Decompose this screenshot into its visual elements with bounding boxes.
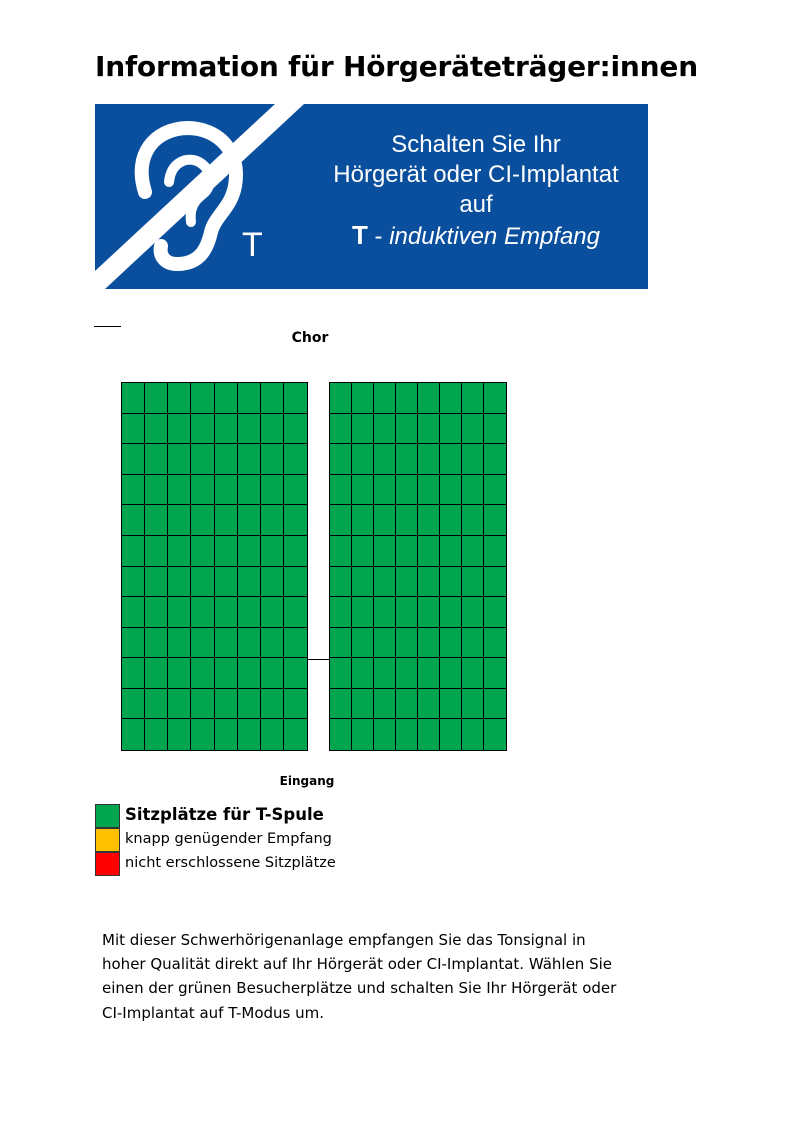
seat	[484, 475, 506, 506]
seat	[191, 597, 214, 628]
seat	[191, 414, 214, 445]
seat	[145, 414, 168, 445]
seat	[330, 505, 352, 536]
seat	[145, 475, 168, 506]
seat	[440, 444, 462, 475]
seat	[145, 719, 168, 750]
seat	[374, 567, 396, 598]
seat	[462, 567, 484, 598]
seat	[191, 719, 214, 750]
seat	[284, 597, 307, 628]
legend-label: nicht erschlossene Sitzplätze	[125, 855, 336, 871]
seat	[440, 567, 462, 598]
seat	[418, 719, 440, 750]
seat	[462, 536, 484, 567]
seat	[168, 628, 191, 659]
seat	[396, 444, 418, 475]
seat	[484, 689, 506, 720]
seat	[352, 414, 374, 445]
seat	[330, 719, 352, 750]
seat	[440, 597, 462, 628]
seat	[484, 536, 506, 567]
page-title: Information für Hörgeräteträger:innen	[95, 50, 698, 83]
seat	[484, 414, 506, 445]
seat	[145, 567, 168, 598]
seat	[261, 689, 284, 720]
seat	[352, 444, 374, 475]
banner-line-1: Schalten Sie Ihr	[391, 131, 561, 158]
seat	[191, 628, 214, 659]
seat	[440, 475, 462, 506]
seat	[122, 719, 145, 750]
seat	[484, 444, 506, 475]
seat	[462, 383, 484, 414]
seat	[484, 567, 506, 598]
seat	[352, 475, 374, 506]
seat	[330, 567, 352, 598]
seat	[352, 689, 374, 720]
seat	[191, 383, 214, 414]
seat	[238, 628, 261, 659]
seat	[191, 536, 214, 567]
seat	[284, 505, 307, 536]
legend-swatch-yellow	[95, 828, 120, 852]
seat	[122, 536, 145, 567]
seat	[168, 536, 191, 567]
seat	[215, 475, 238, 506]
seat	[418, 536, 440, 567]
seat	[374, 719, 396, 750]
seat	[215, 505, 238, 536]
seat	[374, 505, 396, 536]
seat	[462, 719, 484, 750]
seat	[418, 567, 440, 598]
seat	[284, 475, 307, 506]
seating-block-right	[329, 382, 507, 751]
seat	[418, 597, 440, 628]
banner-line-4	[315, 220, 637, 252]
seat	[168, 597, 191, 628]
seat	[238, 719, 261, 750]
entrance-label: Eingang	[279, 774, 335, 788]
seat	[145, 505, 168, 536]
seat	[238, 505, 261, 536]
seat	[418, 689, 440, 720]
seat	[145, 536, 168, 567]
seat	[284, 719, 307, 750]
seat	[238, 567, 261, 598]
seat	[122, 658, 145, 689]
seat	[168, 414, 191, 445]
seat	[440, 719, 462, 750]
seat	[418, 383, 440, 414]
seat	[261, 414, 284, 445]
seat	[484, 719, 506, 750]
seat	[191, 658, 214, 689]
seat	[374, 628, 396, 659]
seat	[396, 536, 418, 567]
banner-italic-text: induktiven Empfang	[389, 223, 600, 250]
seat	[330, 444, 352, 475]
aisle-divider	[307, 659, 329, 660]
seat	[396, 567, 418, 598]
seat	[374, 536, 396, 567]
seat	[374, 689, 396, 720]
seat	[168, 567, 191, 598]
seat	[484, 597, 506, 628]
seat	[352, 505, 374, 536]
seat	[261, 536, 284, 567]
seat	[284, 383, 307, 414]
seat	[122, 567, 145, 598]
seat	[122, 628, 145, 659]
seat	[396, 689, 418, 720]
seat	[330, 628, 352, 659]
seat	[330, 597, 352, 628]
seat	[440, 628, 462, 659]
seat	[215, 383, 238, 414]
seat	[352, 628, 374, 659]
seat	[238, 444, 261, 475]
seat	[238, 475, 261, 506]
seat	[191, 505, 214, 536]
seat	[396, 658, 418, 689]
banner-line-3: auf	[459, 191, 493, 218]
seat	[238, 689, 261, 720]
seat	[238, 597, 261, 628]
seat	[122, 597, 145, 628]
seat	[462, 414, 484, 445]
legend-label: Sitzplätze für T-Spule	[125, 805, 324, 824]
seat	[168, 719, 191, 750]
seat	[215, 719, 238, 750]
seat	[284, 567, 307, 598]
seat	[330, 689, 352, 720]
seat	[238, 414, 261, 445]
seat	[462, 597, 484, 628]
seat	[168, 505, 191, 536]
seat	[122, 414, 145, 445]
seat	[215, 689, 238, 720]
seat	[215, 658, 238, 689]
seat	[122, 444, 145, 475]
banner-dash: -	[367, 223, 390, 250]
seat	[418, 475, 440, 506]
seat	[238, 536, 261, 567]
seat	[352, 536, 374, 567]
seat	[352, 719, 374, 750]
seat	[374, 383, 396, 414]
seat	[374, 475, 396, 506]
seat	[261, 719, 284, 750]
seat	[396, 383, 418, 414]
seat	[462, 658, 484, 689]
seat	[352, 597, 374, 628]
seat	[122, 689, 145, 720]
seat	[374, 444, 396, 475]
seat	[440, 505, 462, 536]
seat	[261, 628, 284, 659]
seat	[261, 475, 284, 506]
seat	[284, 444, 307, 475]
seat	[484, 383, 506, 414]
seat	[145, 658, 168, 689]
seat	[191, 444, 214, 475]
seat	[215, 414, 238, 445]
seat	[261, 505, 284, 536]
seat	[215, 628, 238, 659]
seat	[396, 475, 418, 506]
seat	[261, 597, 284, 628]
legend-label: knapp genügender Empfang	[125, 831, 332, 847]
seat	[284, 658, 307, 689]
seat	[418, 444, 440, 475]
seat	[215, 567, 238, 598]
seat	[484, 658, 506, 689]
seat	[440, 658, 462, 689]
seat	[261, 658, 284, 689]
legend-swatch-red	[95, 852, 120, 876]
seat	[330, 414, 352, 445]
seat	[284, 536, 307, 567]
seat	[168, 383, 191, 414]
seat	[374, 658, 396, 689]
choir-label: Chor	[291, 330, 329, 346]
seat	[352, 567, 374, 598]
seat	[440, 383, 462, 414]
seat	[418, 505, 440, 536]
seat	[440, 536, 462, 567]
seat	[261, 567, 284, 598]
seat	[145, 383, 168, 414]
seat	[330, 383, 352, 414]
seat	[261, 444, 284, 475]
banner-line-2: Hörgerät oder CI-Implantat	[333, 161, 619, 188]
seat	[462, 628, 484, 659]
seat	[261, 383, 284, 414]
description-text: Mit dieser Schwerhörigenanlage empfangen Sie das Tonsignal in hoher Qualität direkt auf Ihr Hörgerät oder CI-Implantat. Wählen Sie einen der grünen Besucherplätze und schalten Sie Ihr Hörgerät oder CI-Implantat auf T-Modus um.	[102, 931, 617, 1022]
seat	[462, 689, 484, 720]
ear-symbol-letter: T	[242, 226, 263, 264]
seat	[484, 505, 506, 536]
seat	[374, 414, 396, 445]
seat	[168, 444, 191, 475]
seat	[396, 628, 418, 659]
seat	[215, 597, 238, 628]
seat	[330, 658, 352, 689]
seat	[145, 444, 168, 475]
seat	[168, 658, 191, 689]
seat	[145, 689, 168, 720]
banner-t-letter: T	[351, 220, 368, 250]
seat	[238, 658, 261, 689]
seat	[440, 414, 462, 445]
seat	[238, 383, 261, 414]
seat	[462, 444, 484, 475]
seat	[215, 536, 238, 567]
seat	[462, 505, 484, 536]
banner-message	[315, 130, 637, 252]
seat	[352, 658, 374, 689]
seat	[215, 444, 238, 475]
seat	[122, 383, 145, 414]
seat	[330, 536, 352, 567]
seat	[396, 719, 418, 750]
seat	[396, 414, 418, 445]
seat	[440, 689, 462, 720]
seat	[418, 658, 440, 689]
seat	[145, 628, 168, 659]
seat	[330, 475, 352, 506]
seat	[284, 414, 307, 445]
legend-swatch-green	[95, 804, 120, 828]
seating-block-left	[121, 382, 308, 751]
seat	[396, 505, 418, 536]
seat	[374, 597, 396, 628]
seat	[168, 475, 191, 506]
seat	[418, 628, 440, 659]
seat	[284, 628, 307, 659]
seat	[396, 597, 418, 628]
decorative-line	[94, 326, 121, 327]
seat	[484, 628, 506, 659]
seat	[191, 567, 214, 598]
seat	[284, 689, 307, 720]
seat	[122, 475, 145, 506]
seat	[168, 689, 191, 720]
seat	[352, 383, 374, 414]
hearing-loop-banner	[95, 104, 648, 289]
seat	[462, 475, 484, 506]
seat	[145, 597, 168, 628]
seat	[191, 689, 214, 720]
seat	[418, 414, 440, 445]
seat	[122, 505, 145, 536]
seat	[191, 475, 214, 506]
